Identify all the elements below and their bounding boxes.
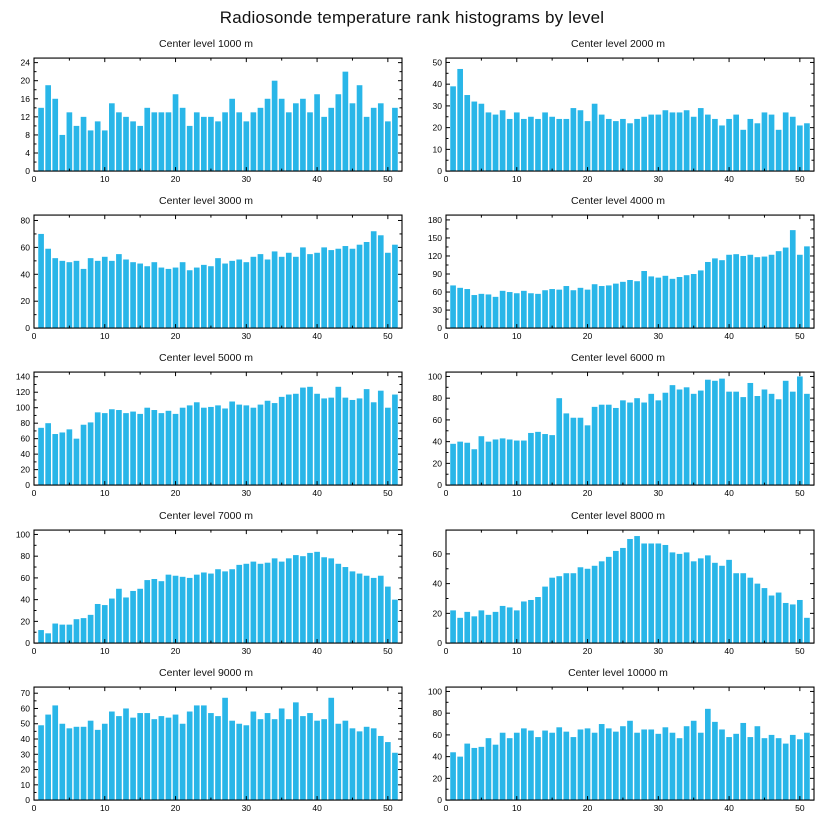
chart-panel xyxy=(412,36,824,193)
svg-text:60: 60 xyxy=(20,242,30,253)
svg-text:180: 180 xyxy=(427,215,442,226)
svg-text:50: 50 xyxy=(795,802,805,813)
svg-text:0: 0 xyxy=(31,645,37,656)
plot-area xyxy=(0,524,412,661)
svg-text:0: 0 xyxy=(31,802,37,813)
chart-panel xyxy=(0,350,412,507)
svg-text:100: 100 xyxy=(15,403,30,414)
chart-panel xyxy=(0,508,412,665)
bar-chart xyxy=(0,52,412,189)
svg-text:100: 100 xyxy=(15,529,30,540)
svg-text:4: 4 xyxy=(25,148,30,159)
svg-text:50: 50 xyxy=(795,488,805,499)
panel-title: Center level 2000 m xyxy=(571,38,665,50)
plot-area xyxy=(412,524,824,661)
svg-text:0: 0 xyxy=(443,331,449,342)
bar-chart xyxy=(0,681,412,818)
svg-text:40: 40 xyxy=(724,645,734,656)
svg-text:30: 30 xyxy=(653,331,664,342)
svg-text:120: 120 xyxy=(427,251,442,262)
plot-area xyxy=(412,681,824,818)
bar-chart xyxy=(412,52,824,189)
svg-text:20: 20 xyxy=(170,488,181,499)
svg-text:20: 20 xyxy=(20,75,30,86)
svg-text:0: 0 xyxy=(437,323,442,334)
svg-text:20: 20 xyxy=(170,331,181,342)
panel-title: Center level 7000 m xyxy=(159,509,253,522)
plot-area xyxy=(0,681,412,818)
svg-text:0: 0 xyxy=(443,174,449,185)
svg-text:10: 10 xyxy=(512,645,522,656)
svg-text:50: 50 xyxy=(432,57,442,68)
svg-text:50: 50 xyxy=(383,802,393,813)
svg-text:40: 40 xyxy=(312,331,322,342)
svg-text:20: 20 xyxy=(20,465,30,476)
svg-text:0: 0 xyxy=(437,166,442,177)
svg-text:8: 8 xyxy=(25,129,30,140)
svg-text:150: 150 xyxy=(427,233,442,244)
svg-text:20: 20 xyxy=(170,174,181,185)
svg-text:30: 30 xyxy=(241,488,252,499)
svg-text:30: 30 xyxy=(653,802,664,813)
panel-title: Center level 9000 m xyxy=(159,666,253,679)
svg-text:40: 40 xyxy=(724,802,734,813)
svg-text:90: 90 xyxy=(432,269,442,280)
svg-text:10: 10 xyxy=(512,488,522,499)
svg-text:70: 70 xyxy=(20,688,30,699)
svg-text:40: 40 xyxy=(20,449,30,460)
svg-text:40: 40 xyxy=(312,802,322,813)
panel-title: Center level 6000 m xyxy=(571,352,665,365)
svg-text:0: 0 xyxy=(25,166,30,177)
svg-text:40: 40 xyxy=(724,174,734,185)
chart-panel xyxy=(0,665,412,822)
svg-text:20: 20 xyxy=(432,607,442,618)
svg-text:40: 40 xyxy=(20,733,30,744)
svg-text:20: 20 xyxy=(582,174,593,185)
plot-area xyxy=(412,209,824,346)
chart-panel xyxy=(0,36,412,193)
svg-text:24: 24 xyxy=(20,57,30,68)
svg-text:50: 50 xyxy=(383,645,393,656)
svg-text:80: 80 xyxy=(20,215,30,226)
chart-panel xyxy=(412,508,824,665)
svg-text:60: 60 xyxy=(432,287,442,298)
panel-title: Center level 1000 m xyxy=(159,38,253,50)
svg-text:0: 0 xyxy=(443,645,449,656)
svg-text:30: 30 xyxy=(653,488,664,499)
svg-text:0: 0 xyxy=(31,331,37,342)
svg-text:0: 0 xyxy=(437,480,442,491)
svg-text:0: 0 xyxy=(437,637,442,648)
bar-chart xyxy=(0,366,412,503)
chart-panel xyxy=(0,193,412,350)
svg-text:30: 30 xyxy=(241,802,252,813)
svg-text:80: 80 xyxy=(20,418,30,429)
svg-text:120: 120 xyxy=(15,387,30,398)
panel-title: Center level 8000 m xyxy=(571,509,665,522)
svg-text:40: 40 xyxy=(312,488,322,499)
svg-text:30: 30 xyxy=(20,749,30,760)
svg-text:0: 0 xyxy=(25,323,30,334)
svg-text:50: 50 xyxy=(383,488,393,499)
svg-text:40: 40 xyxy=(432,578,442,589)
svg-text:40: 40 xyxy=(20,594,30,605)
svg-text:100: 100 xyxy=(427,371,442,382)
svg-text:40: 40 xyxy=(312,645,322,656)
svg-text:30: 30 xyxy=(432,100,442,111)
svg-text:20: 20 xyxy=(582,645,593,656)
svg-text:80: 80 xyxy=(432,707,442,718)
svg-text:20: 20 xyxy=(20,615,30,626)
page-title: Radiosonde temperature rank histograms by level xyxy=(219,8,605,27)
svg-text:0: 0 xyxy=(25,480,30,491)
panel-title: Center level 5000 m xyxy=(159,352,253,365)
svg-text:80: 80 xyxy=(20,550,30,561)
svg-text:60: 60 xyxy=(20,703,30,714)
svg-text:30: 30 xyxy=(241,645,252,656)
svg-text:40: 40 xyxy=(432,751,442,762)
svg-text:20: 20 xyxy=(432,773,442,784)
svg-text:16: 16 xyxy=(20,93,30,104)
svg-text:10: 10 xyxy=(512,174,522,185)
svg-text:0: 0 xyxy=(31,174,37,185)
chart-panel xyxy=(412,350,824,507)
svg-text:30: 30 xyxy=(653,645,664,656)
svg-text:40: 40 xyxy=(432,79,442,90)
svg-text:20: 20 xyxy=(170,645,181,656)
svg-text:20: 20 xyxy=(20,296,30,307)
svg-text:10: 10 xyxy=(100,488,110,499)
svg-text:0: 0 xyxy=(25,637,30,648)
bar-chart xyxy=(412,681,824,818)
chart-panel xyxy=(412,665,824,822)
panel-title: Center level 3000 m xyxy=(159,195,253,208)
svg-text:60: 60 xyxy=(432,548,442,559)
bar-chart xyxy=(412,524,824,661)
svg-text:20: 20 xyxy=(582,488,593,499)
plot-area xyxy=(0,209,412,346)
bar-chart xyxy=(412,366,824,503)
svg-text:10: 10 xyxy=(100,174,110,185)
svg-text:10: 10 xyxy=(432,144,442,155)
svg-text:40: 40 xyxy=(20,269,30,280)
svg-text:50: 50 xyxy=(795,331,805,342)
svg-text:10: 10 xyxy=(100,802,110,813)
svg-text:140: 140 xyxy=(15,372,30,383)
svg-text:50: 50 xyxy=(383,174,393,185)
svg-text:50: 50 xyxy=(795,645,805,656)
svg-text:40: 40 xyxy=(312,174,322,185)
svg-text:12: 12 xyxy=(20,111,30,122)
svg-text:30: 30 xyxy=(241,331,252,342)
plot-area xyxy=(412,52,824,189)
plot-area xyxy=(412,366,824,503)
svg-text:40: 40 xyxy=(432,437,442,448)
svg-text:0: 0 xyxy=(437,794,442,805)
svg-text:30: 30 xyxy=(432,305,442,316)
panel-title: Center level 4000 m xyxy=(571,195,665,208)
svg-text:10: 10 xyxy=(512,331,522,342)
svg-text:0: 0 xyxy=(443,488,449,499)
svg-text:10: 10 xyxy=(512,802,522,813)
bar-chart xyxy=(0,524,412,661)
svg-text:0: 0 xyxy=(443,802,449,813)
chart-panel xyxy=(412,193,824,350)
svg-text:50: 50 xyxy=(20,718,30,729)
svg-text:40: 40 xyxy=(724,331,734,342)
svg-text:20: 20 xyxy=(582,802,593,813)
svg-text:0: 0 xyxy=(25,794,30,805)
svg-text:30: 30 xyxy=(653,174,664,185)
svg-text:40: 40 xyxy=(724,488,734,499)
svg-text:20: 20 xyxy=(432,458,442,469)
svg-text:80: 80 xyxy=(432,393,442,404)
svg-text:10: 10 xyxy=(20,779,30,790)
bar-chart xyxy=(412,209,824,346)
svg-text:50: 50 xyxy=(383,331,393,342)
svg-text:20: 20 xyxy=(582,331,593,342)
panel-title: Center level 10000 m xyxy=(568,666,668,679)
svg-text:20: 20 xyxy=(170,802,181,813)
svg-text:0: 0 xyxy=(31,488,37,499)
svg-text:20: 20 xyxy=(432,122,442,133)
bar-chart xyxy=(0,209,412,346)
svg-text:60: 60 xyxy=(432,415,442,426)
svg-text:60: 60 xyxy=(20,434,30,445)
svg-text:20: 20 xyxy=(20,764,30,775)
svg-text:10: 10 xyxy=(100,331,110,342)
panel-grid xyxy=(0,36,824,822)
svg-text:50: 50 xyxy=(795,174,805,185)
plot-area xyxy=(0,52,412,189)
svg-text:30: 30 xyxy=(241,174,252,185)
svg-text:60: 60 xyxy=(432,729,442,740)
svg-text:10: 10 xyxy=(100,645,110,656)
svg-text:60: 60 xyxy=(20,572,30,583)
plot-area xyxy=(0,366,412,503)
svg-text:100: 100 xyxy=(427,686,442,697)
